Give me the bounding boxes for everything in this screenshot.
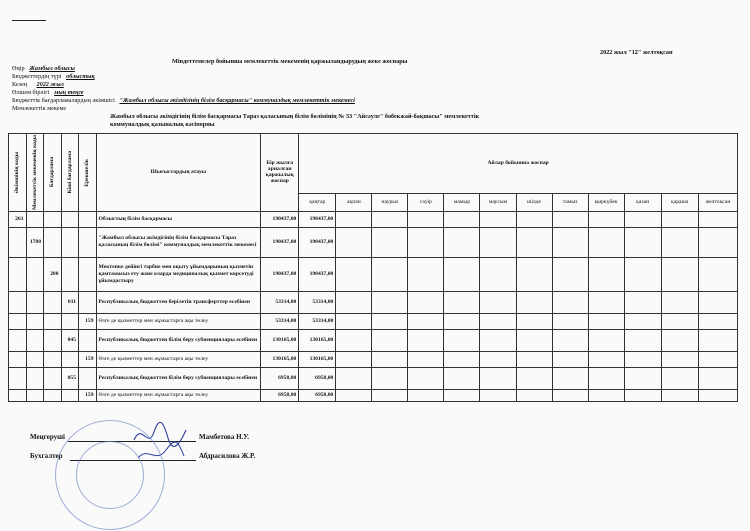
cell-month-1: 190437,00 <box>299 211 336 227</box>
cell-month-3 <box>372 313 408 329</box>
cell-month-10 <box>624 367 661 389</box>
cell-month-11 <box>661 227 698 257</box>
header-institution-code <box>26 134 44 212</box>
header-month-2: ақпан <box>336 193 372 211</box>
cell-month-2 <box>336 227 372 257</box>
field-value: мың теңге <box>54 89 84 96</box>
cell-code-c1 <box>9 227 27 257</box>
field-label: Бюджеттік бағдарламалардың әкімшісі <box>12 97 115 104</box>
cell-month-5 <box>444 367 480 389</box>
cell-code-c5 <box>79 367 97 389</box>
header-admin-code <box>9 134 27 212</box>
cell-month-12 <box>698 211 737 227</box>
field-region <box>12 65 75 73</box>
cell-month-10 <box>624 257 661 291</box>
cell-annual: 53314,00 <box>261 313 299 329</box>
cell-code-c1 <box>9 257 27 291</box>
cell-code-c4: 011 <box>61 291 79 313</box>
cell-month-2 <box>336 257 372 291</box>
field-budget-type <box>12 73 95 81</box>
cell-code-c3 <box>44 291 62 313</box>
cell-expense-name: Республикалық бюджеттен берілетін трансферттер есебінен <box>96 291 261 313</box>
header-month-12: желтоқсан <box>698 193 737 211</box>
cell-month-10 <box>624 329 661 351</box>
cell-month-2 <box>336 367 372 389</box>
cell-month-11 <box>661 367 698 389</box>
cell-month-5 <box>444 211 480 227</box>
header-text: Мемлекеттік мекеменің коды <box>31 135 38 210</box>
cell-annual: 130165,00 <box>261 351 299 367</box>
cell-month-6 <box>480 313 516 329</box>
cell-month-11 <box>661 257 698 291</box>
cell-code-c3 <box>44 351 62 367</box>
field-value: Жамбыл облысы <box>29 65 75 72</box>
cell-month-11 <box>661 313 698 329</box>
cell-month-2 <box>336 313 372 329</box>
cell-code-c4: 045 <box>61 329 79 351</box>
cell-month-9 <box>588 291 624 313</box>
cell-code-c5 <box>79 211 97 227</box>
cell-month-7 <box>516 227 552 257</box>
cell-month-4 <box>408 227 444 257</box>
cell-month-9 <box>588 367 624 389</box>
field-unit <box>12 89 84 97</box>
table-row <box>9 329 738 351</box>
signature-head-role: Меңгеруші <box>30 433 66 441</box>
document-title: Міндеттемелер бойынша мемлекеттік мекеменің қаржыландырудың жеке жоспары <box>172 58 408 65</box>
field-label: Өлшем бірлігі <box>12 89 50 96</box>
header-month-4: сәуір <box>408 193 444 211</box>
cell-month-7 <box>516 389 552 401</box>
field-administrator <box>12 97 355 105</box>
table-row <box>9 389 738 401</box>
cell-month-3 <box>372 367 408 389</box>
field-value: облыстық <box>66 73 95 80</box>
table-row <box>9 367 738 389</box>
cell-expense-name: Өзге де қызметтер мен жұмыстарға ақы төлеу <box>96 389 261 401</box>
cell-month-1: 53314,00 <box>299 291 336 313</box>
cell-code-c5 <box>79 329 97 351</box>
cell-code-c4 <box>61 211 79 227</box>
field-label: Кезең <box>12 81 28 88</box>
cell-code-c5: 159 <box>79 351 97 367</box>
cell-code-c2 <box>26 257 44 291</box>
cell-code-c5 <box>79 227 97 257</box>
cell-code-c3: 200 <box>44 257 62 291</box>
cell-month-3 <box>372 257 408 291</box>
field-value: "Жамбыл облысы әкімдігінің білім басқармасы" коммуналдық мемлекеттік мекемесі <box>119 97 355 104</box>
cell-month-4 <box>408 351 444 367</box>
header-month-10: қазан <box>624 193 661 211</box>
cell-expense-name: Республикалық бюджеттен білім беру субвенциялары есебінен <box>96 329 261 351</box>
header-month-9: қыркүйек <box>588 193 624 211</box>
cell-code-c1: 261 <box>9 211 27 227</box>
cell-month-12 <box>698 257 737 291</box>
cell-month-11 <box>661 211 698 227</box>
cell-month-3 <box>372 211 408 227</box>
cell-month-12 <box>698 389 737 401</box>
cell-month-6 <box>480 211 516 227</box>
cell-code-c2 <box>26 211 44 227</box>
cell-code-c4 <box>61 257 79 291</box>
cell-month-4 <box>408 367 444 389</box>
cell-code-c2 <box>26 351 44 367</box>
header-month-7: шілде <box>516 193 552 211</box>
cell-month-4 <box>408 389 444 401</box>
table-row <box>9 257 738 291</box>
cell-code-c4 <box>61 313 79 329</box>
table-row <box>9 313 738 329</box>
header-month-3: наурыз <box>372 193 408 211</box>
cell-month-8 <box>552 291 588 313</box>
header-monthly-plan: Айлар бойынша жоспар <box>299 134 738 194</box>
cell-month-2 <box>336 389 372 401</box>
header-annual-plan: Бір жылға арналған қаржылық жоспар <box>261 134 299 212</box>
cell-code-c3 <box>44 313 62 329</box>
cell-month-8 <box>552 227 588 257</box>
cell-month-5 <box>444 291 480 313</box>
table-row <box>9 291 738 313</box>
header-month-5: мамыр <box>444 193 480 211</box>
scan-mark <box>12 20 46 21</box>
field-institution-label: Мемлекеттік мекеме <box>12 105 67 112</box>
cell-expense-name: Республикалық бюджеттен білім беру субвенциялары есебінен <box>96 367 261 389</box>
header-month-8: тамыз <box>552 193 588 211</box>
cell-month-9 <box>588 227 624 257</box>
cell-month-3 <box>372 227 408 257</box>
document-date: 2022 жыл "12" желтоқсан <box>600 49 673 56</box>
cell-month-3 <box>372 389 408 401</box>
cell-month-6 <box>480 291 516 313</box>
cell-month-10 <box>624 291 661 313</box>
table-row <box>9 211 738 227</box>
cell-month-3 <box>372 291 408 313</box>
cell-code-c3 <box>44 227 62 257</box>
cell-annual: 190437,00 <box>261 211 299 227</box>
cell-month-6 <box>480 257 516 291</box>
cell-code-c1 <box>9 313 27 329</box>
cell-month-2 <box>336 329 372 351</box>
cell-month-10 <box>624 227 661 257</box>
cell-expense-name: Мектепке дейінгі тәрбие мен оқыту ұйымдарының қызметін қамтамасыз ету және оларда медициналық қызмет көрсетуді ұйымдастыру <box>96 257 261 291</box>
cell-month-2 <box>336 211 372 227</box>
plan-table <box>8 133 738 402</box>
cell-month-9 <box>588 313 624 329</box>
cell-month-8 <box>552 313 588 329</box>
cell-code-c3 <box>44 329 62 351</box>
cell-month-3 <box>372 351 408 367</box>
cell-expense-name: Өзге де қызметтер мен жұмыстарға ақы төлеу <box>96 351 261 367</box>
cell-month-1: 6958,00 <box>299 367 336 389</box>
stamp-inner-ring <box>76 441 144 509</box>
cell-code-c2 <box>26 367 44 389</box>
cell-code-c3 <box>44 389 62 401</box>
cell-expense-name: Облыстың білім басқармасы <box>96 211 261 227</box>
cell-code-c1 <box>9 389 27 401</box>
cell-code-c4 <box>61 351 79 367</box>
cell-code-c3 <box>44 211 62 227</box>
cell-month-7 <box>516 351 552 367</box>
header-text: Бағдарлама <box>49 157 56 188</box>
header-subprogram <box>61 134 79 212</box>
cell-code-c1 <box>9 367 27 389</box>
cell-month-6 <box>480 351 516 367</box>
header-text: Әкімшінің коды <box>14 151 21 194</box>
field-label: Бюджеттердің түрі <box>12 73 62 80</box>
cell-month-11 <box>661 351 698 367</box>
cell-month-7 <box>516 367 552 389</box>
field-value: 2022 жыл <box>36 81 64 88</box>
cell-month-12 <box>698 351 737 367</box>
cell-month-12 <box>698 313 737 329</box>
cell-code-c2 <box>26 291 44 313</box>
cell-month-11 <box>661 291 698 313</box>
cell-code-c1 <box>9 329 27 351</box>
cell-annual: 130165,00 <box>261 329 299 351</box>
signature-accountant-role: Бухгалтер <box>30 452 63 460</box>
cell-month-5 <box>444 329 480 351</box>
cell-month-7 <box>516 291 552 313</box>
cell-annual: 6958,00 <box>261 367 299 389</box>
cell-code-c5 <box>79 291 97 313</box>
cell-month-6 <box>480 367 516 389</box>
cell-code-c2: 1788 <box>26 227 44 257</box>
cell-month-1: 53314,00 <box>299 313 336 329</box>
cell-month-5 <box>444 389 480 401</box>
cell-code-c2 <box>26 313 44 329</box>
cell-month-8 <box>552 351 588 367</box>
cell-code-c3 <box>44 367 62 389</box>
header-text: Кіші бағдарлама <box>66 151 73 194</box>
cell-month-8 <box>552 329 588 351</box>
signature-head-name: Мамбетова Н.У. <box>199 433 250 441</box>
cell-code-c4: 055 <box>61 367 79 389</box>
field-institution-value: Жамбыл облысы әкімдігінің білім басқармасы Тараз қаласының білім бөлімінің № 33 "Айсәуле" бөбекжай-бақшасы" мемлекеттік коммуналдық қазыналық кәсіпорны <box>110 113 480 128</box>
cell-month-4 <box>408 211 444 227</box>
cell-month-5 <box>444 257 480 291</box>
cell-code-c1 <box>9 291 27 313</box>
cell-month-8 <box>552 257 588 291</box>
cell-month-1: 130165,00 <box>299 351 336 367</box>
cell-annual: 190437,00 <box>261 227 299 257</box>
cell-month-10 <box>624 313 661 329</box>
cell-code-c2 <box>26 329 44 351</box>
cell-month-7 <box>516 257 552 291</box>
cell-month-1: 6958,00 <box>299 389 336 401</box>
cell-month-4 <box>408 257 444 291</box>
cell-month-10 <box>624 389 661 401</box>
cell-annual: 6958,00 <box>261 389 299 401</box>
header-month-11: қараша <box>661 193 698 211</box>
cell-month-9 <box>588 351 624 367</box>
cell-month-5 <box>444 351 480 367</box>
cell-month-6 <box>480 389 516 401</box>
cell-month-1: 130165,00 <box>299 329 336 351</box>
cell-code-c5: 159 <box>79 313 97 329</box>
cell-month-4 <box>408 313 444 329</box>
header-text: Ерекшелік <box>84 158 91 187</box>
cell-month-12 <box>698 291 737 313</box>
cell-month-9 <box>588 257 624 291</box>
field-label: Өңір <box>12 65 25 72</box>
cell-annual: 53314,00 <box>261 291 299 313</box>
cell-code-c4 <box>61 227 79 257</box>
cell-month-8 <box>552 211 588 227</box>
field-period <box>12 81 64 89</box>
cell-month-7 <box>516 313 552 329</box>
cell-month-2 <box>336 351 372 367</box>
cell-month-12 <box>698 329 737 351</box>
cell-month-8 <box>552 367 588 389</box>
cell-month-1: 190437,00 <box>299 257 336 291</box>
cell-month-8 <box>552 389 588 401</box>
cell-month-1: 190437,00 <box>299 227 336 257</box>
cell-month-10 <box>624 211 661 227</box>
cell-code-c4 <box>61 389 79 401</box>
cell-month-9 <box>588 329 624 351</box>
cell-month-7 <box>516 329 552 351</box>
official-stamp <box>55 420 165 530</box>
cell-month-9 <box>588 389 624 401</box>
cell-month-4 <box>408 329 444 351</box>
cell-month-11 <box>661 389 698 401</box>
header-expense-name: Шығыстардың атауы <box>96 134 261 212</box>
header-program <box>44 134 62 212</box>
cell-code-c2 <box>26 389 44 401</box>
cell-month-4 <box>408 291 444 313</box>
cell-month-5 <box>444 227 480 257</box>
cell-expense-name: "Жамбыл облысы әкімдігінің білім басқармасы Тараз қаласының білім бөлімі" коммуналдық мемлекеттік мекемесі <box>96 227 261 257</box>
header-month-6: маусым <box>480 193 516 211</box>
cell-code-c1 <box>9 351 27 367</box>
cell-month-2 <box>336 291 372 313</box>
cell-annual: 190437,00 <box>261 257 299 291</box>
cell-month-7 <box>516 211 552 227</box>
table-row <box>9 227 738 257</box>
header-month-1: қаңтар <box>299 193 336 211</box>
cell-month-3 <box>372 329 408 351</box>
cell-month-6 <box>480 329 516 351</box>
cell-code-c5 <box>79 257 97 291</box>
cell-code-c5: 159 <box>79 389 97 401</box>
cell-month-5 <box>444 313 480 329</box>
cell-month-12 <box>698 227 737 257</box>
header-specific <box>79 134 97 212</box>
cell-expense-name: Өзге де қызметтер мен жұмыстарға ақы төлеу <box>96 313 261 329</box>
signature-accountant-name: Абдрасилова Ж.Р. <box>199 452 256 460</box>
cell-month-9 <box>588 211 624 227</box>
cell-month-6 <box>480 227 516 257</box>
cell-month-11 <box>661 329 698 351</box>
cell-month-12 <box>698 367 737 389</box>
table-row <box>9 351 738 367</box>
cell-month-10 <box>624 351 661 367</box>
